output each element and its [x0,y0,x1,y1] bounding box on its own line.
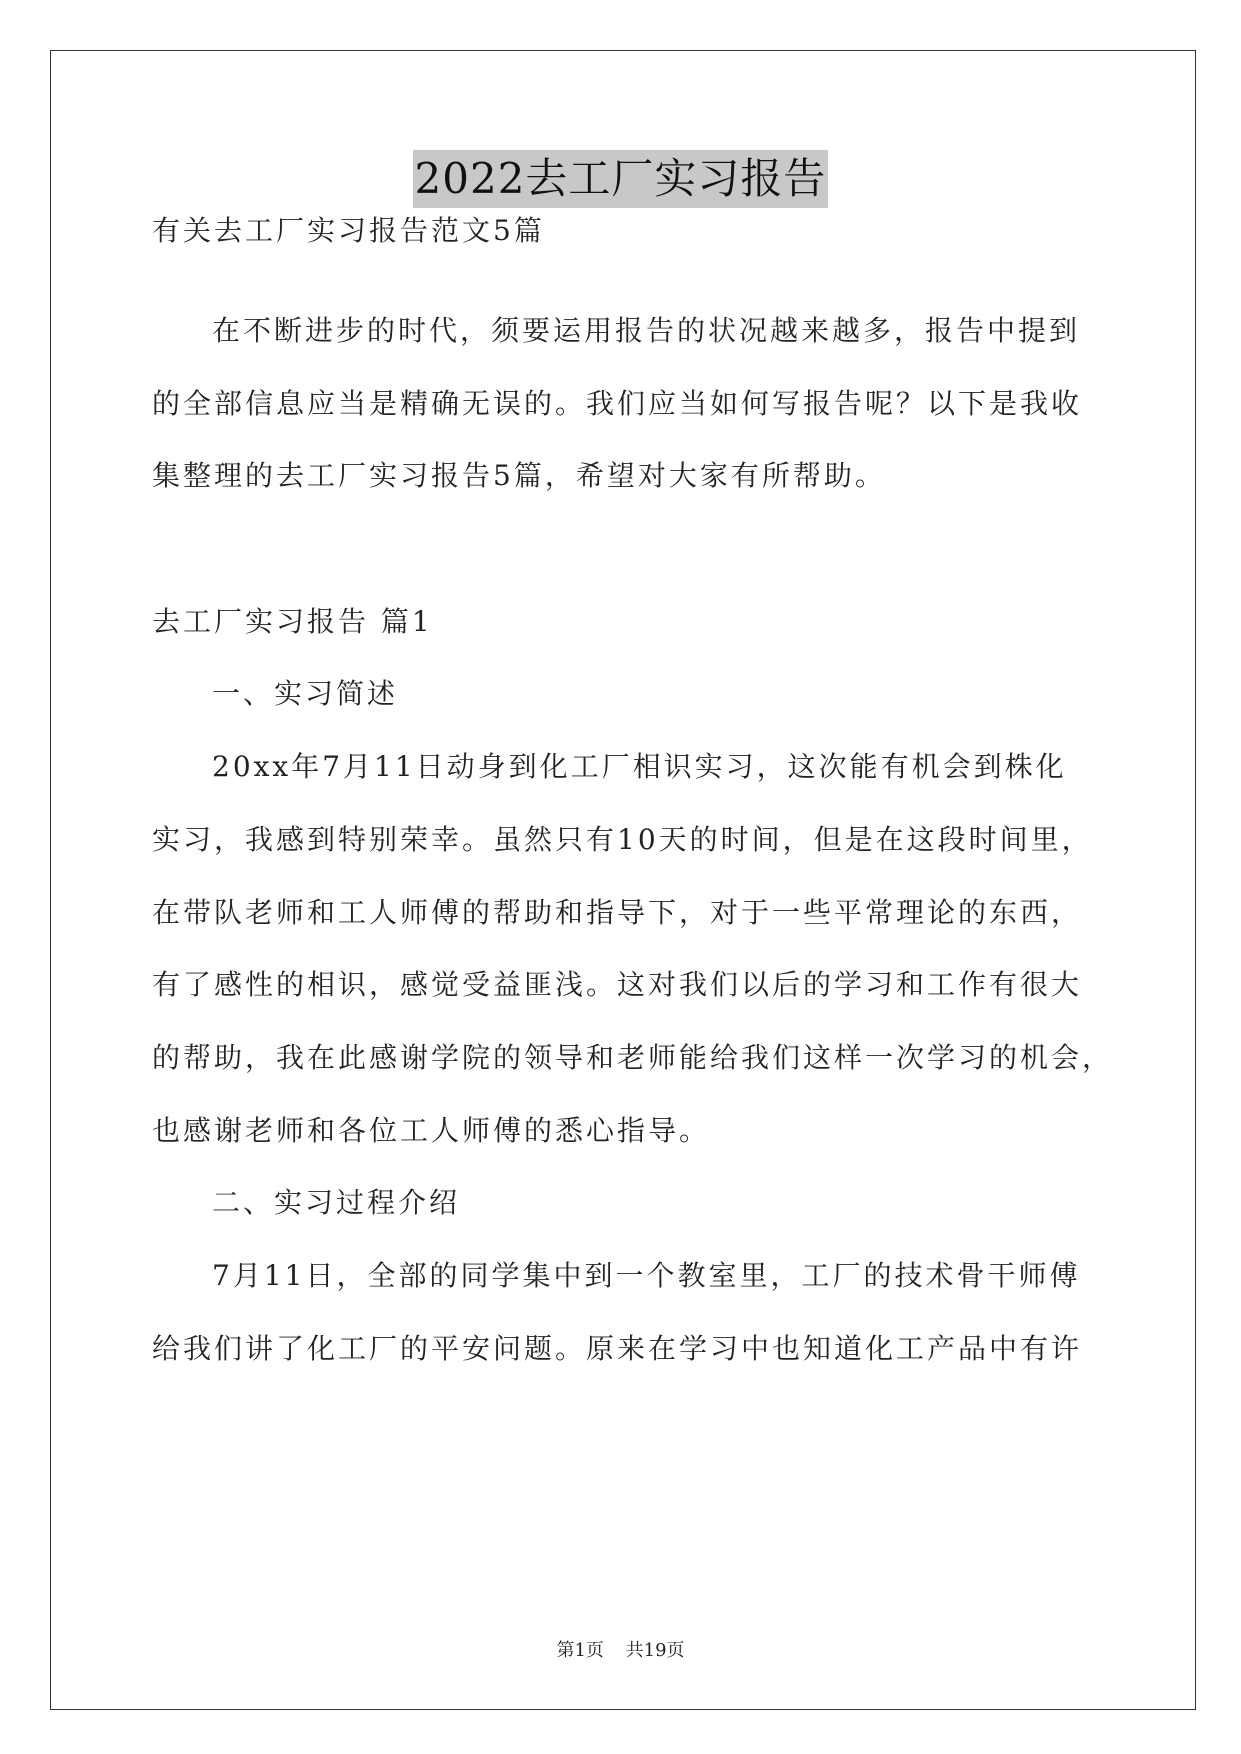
part1-line: 也感谢老师和各位工人师傅的悉心指导。 [152,1114,711,1147]
title-container [0,150,1241,208]
intro-line: 集整理的去工厂实习报告5篇，希望对大家有所帮助。 [152,459,886,492]
intro-line: 的全部信息应当是精确无误的。我们应当如何写报告呢？以下是我收 [152,387,1083,420]
part1-line: 20xx年7月11日动身到化工厂相识实习，这次能有机会到株化 [212,750,1067,783]
part2-line: 7月11日，全部的同学集中到一个教室里，工厂的技术骨干师傅 [212,1259,1081,1292]
part1-line: 有了感性的相识，感觉受益匪浅。这对我们以后的学习和工作有很大 [152,968,1083,1001]
part2-heading: 二、实习过程介绍 [212,1186,461,1219]
page-footer [0,1636,1241,1662]
document-subtitle: 有关去工厂实习报告范文5篇 [152,214,545,247]
document-title: 2022去工厂实习报告 [413,150,829,208]
intro-line: 在不断进步的时代，须要运用报告的状况越来越多，报告中提到 [212,314,1081,347]
part1-line: 实习，我感到特别荣幸。虽然只有10天的时间，但是在这段时间里， [152,823,1093,856]
section-heading: 去工厂实习报告 篇1 [152,605,433,638]
page-number-total: 共19页 [625,1640,685,1661]
part2-line: 给我们讲了化工厂的平安问题。原来在学习中也知道化工产品中有许 [152,1332,1083,1365]
page-number-current: 第1页 [556,1640,604,1661]
part1-line: 的帮助，我在此感谢学院的领导和老师能给我们这样一次学习的机会， [152,1041,1114,1074]
part1-line: 在带队老师和工人师傅的帮助和指导下，对于一些平常理论的东西， [152,896,1083,929]
page-border [50,50,1196,1710]
part1-heading: 一、实习简述 [212,677,399,710]
